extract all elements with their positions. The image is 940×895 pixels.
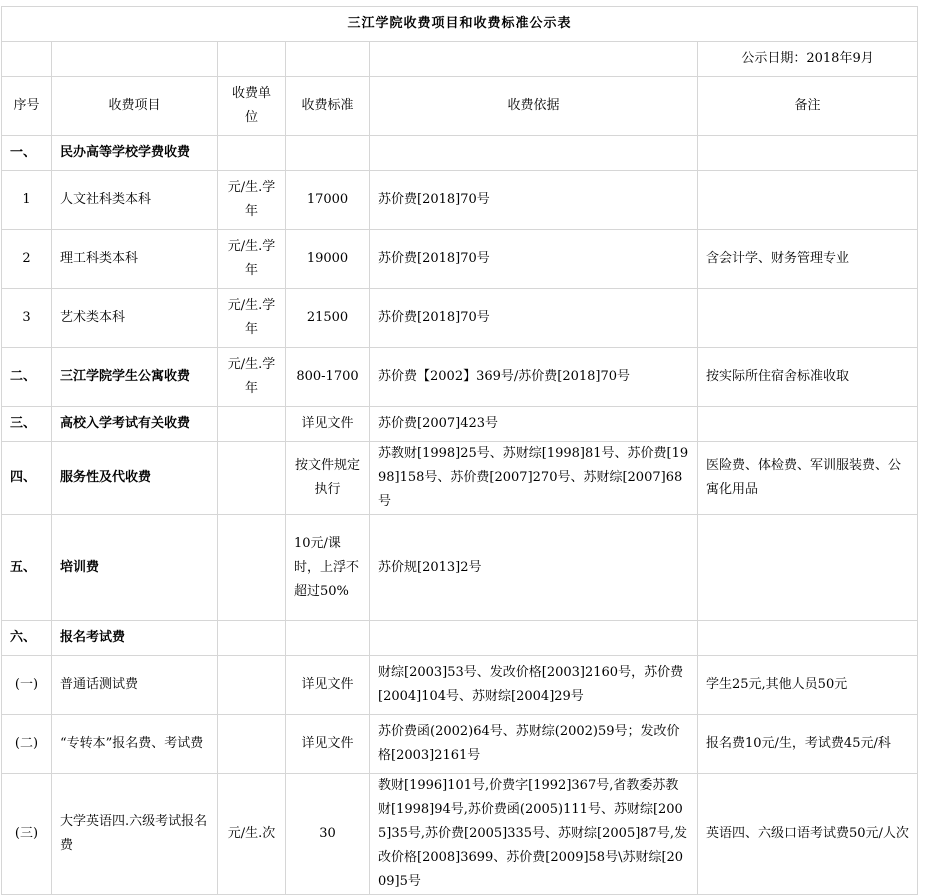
row-remark: 学生25元,其他人员50元 [698,656,918,715]
row-seq: 六、 [2,621,52,656]
row-seq: 五、 [2,515,52,621]
row-remark: 英语四、六级口语考试费50元/人次 [698,774,918,895]
table-row [2,289,918,348]
row-unit [218,621,286,656]
row-standard: 19000 [286,230,370,289]
table-row [2,515,918,621]
row-unit: 元/生.学年 [218,289,286,348]
row-standard: 30 [286,774,370,895]
row-basis: 苏价费[2018]70号 [370,171,698,230]
row-item: 高校入学考试有关收费 [52,407,218,442]
row-unit [218,407,286,442]
row-item: 培训费 [52,515,218,621]
row-item: 大学英语四.六级考试报名费 [52,774,218,895]
row-remark [698,289,918,348]
row-unit [218,515,286,621]
row-item: 人文社科类本科 [52,171,218,230]
table-row [2,348,918,407]
row-seq: 2 [2,230,52,289]
row-unit [218,442,286,515]
row-remark [698,136,918,171]
row-basis: 苏价费函(2002)64号、苏财综(2002)59号；发改价格[2003]2161号 [370,715,698,774]
row-unit [218,715,286,774]
row-standard: 详见文件 [286,715,370,774]
row-standard: 详见文件 [286,407,370,442]
fee-table [1,6,918,895]
header-remark: 备注 [698,77,918,136]
row-seq: 一、 [2,136,52,171]
row-remark: 按实际所住宿舍标准收取 [698,348,918,407]
row-seq: 3 [2,289,52,348]
row-item: 服务性及代收费 [52,442,218,515]
row-basis [370,136,698,171]
row-standard: 详见文件 [286,656,370,715]
row-remark [698,515,918,621]
table-row [2,136,918,171]
row-standard: 按文件规定执行 [286,442,370,515]
row-item: 民办高等学校学费收费 [52,136,218,171]
table-row [2,407,918,442]
row-seq: 1 [2,171,52,230]
row-unit [218,136,286,171]
row-remark [698,171,918,230]
row-standard: 800-1700 [286,348,370,407]
table-row [2,442,918,515]
table-row [2,656,918,715]
row-remark: 含会计学、财务管理专业 [698,230,918,289]
row-seq: (二) [2,715,52,774]
row-item: 理工科类本科 [52,230,218,289]
table-row [2,230,918,289]
row-basis: 苏教财[1998]25号、苏财综[1998]81号、苏价费[1998]158号、苏价费[2007]270号、苏财综[2007]68号 [370,442,698,515]
table-row [2,171,918,230]
row-standard: 10元/课时，上浮不超过50% [286,515,370,621]
table-row [2,774,918,895]
table-row [2,621,918,656]
row-basis: 苏价费[2018]70号 [370,289,698,348]
page-title: 三江学院收费项目和收费标准公示表 [2,7,918,42]
row-basis [370,621,698,656]
row-seq: 二、 [2,348,52,407]
table-row [2,715,918,774]
header-standard: 收费标准 [286,77,370,136]
row-unit: 元/生.次 [218,774,286,895]
row-remark: 报名费10元/生，考试费45元/科 [698,715,918,774]
header-item: 收费项目 [52,77,218,136]
row-standard: 17000 [286,171,370,230]
row-basis: 财综[2003]53号、发改价格[2003]2160号，苏价费[2004]104号、苏财综[2004]29号 [370,656,698,715]
header-unit: 收费单位 [218,77,286,136]
row-unit [218,656,286,715]
header-basis: 收费依据 [370,77,698,136]
row-basis: 苏价费[2018]70号 [370,230,698,289]
row-unit: 元/生.学年 [218,230,286,289]
row-basis: 苏价费【2002】369号/苏价费[2018]70号 [370,348,698,407]
row-basis: 苏价规[2013]2号 [370,515,698,621]
row-unit: 元/生.学年 [218,171,286,230]
row-remark [698,407,918,442]
header-seq: 序号 [2,77,52,136]
row-item: “专转本”报名费、考试费 [52,715,218,774]
header-row [2,77,918,136]
row-basis: 苏价费[2007]423号 [370,407,698,442]
row-basis: 教财[1996]101号,价费字[1992]367号,省教委苏教财[1998]94号,苏价费函(2005)111号、苏财综[2005]35号,苏价费[2005]335号、苏财综[2005]87号,发改价格[2008]3699、苏价费[2009]58号\苏财综[2009]5号 [370,774,698,895]
row-remark: 医险费、体检费、军训服装费、公寓化用品 [698,442,918,515]
row-seq: 四、 [2,442,52,515]
row-seq: (一) [2,656,52,715]
date-row [2,42,918,77]
row-standard: 21500 [286,289,370,348]
row-standard [286,136,370,171]
row-remark [698,621,918,656]
row-item: 普通话测试费 [52,656,218,715]
row-seq: (三) [2,774,52,895]
row-item: 三江学院学生公寓收费 [52,348,218,407]
row-unit: 元/生.学年 [218,348,286,407]
row-item: 报名考试费 [52,621,218,656]
row-seq: 三、 [2,407,52,442]
row-standard [286,621,370,656]
row-item: 艺术类本科 [52,289,218,348]
title-row [2,7,918,42]
publish-date: 公示日期：2018年9月 [698,42,918,77]
